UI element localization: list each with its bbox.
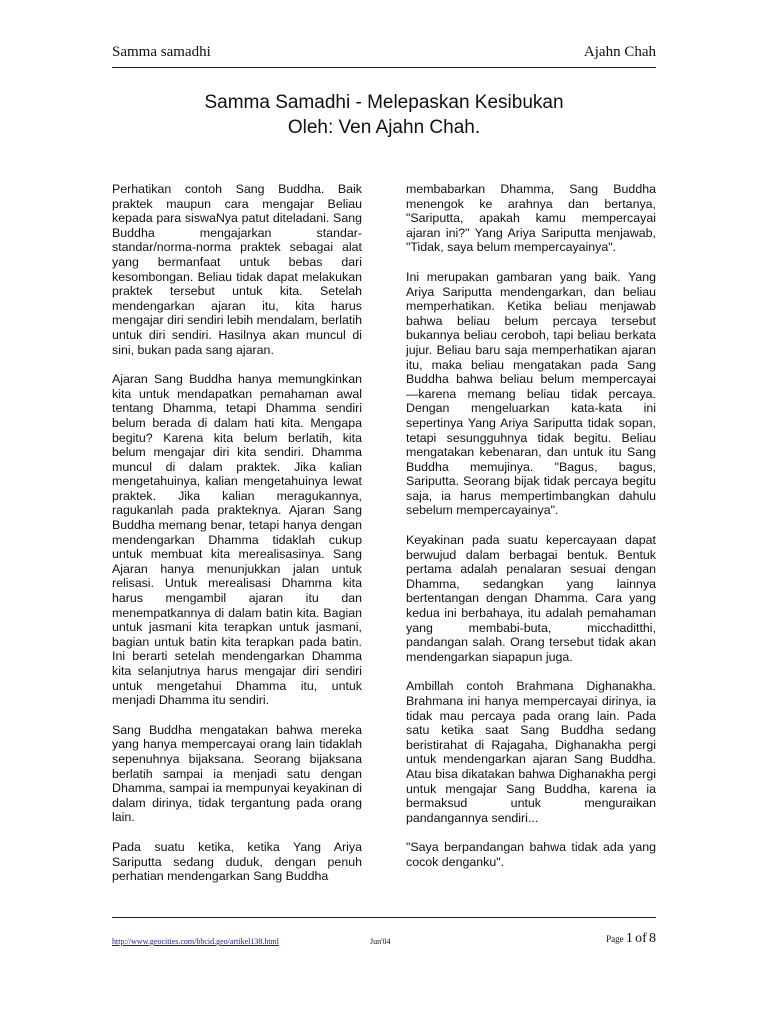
body-column-left bbox=[112, 182, 362, 899]
paragraph: Sang Buddha mengatakan bahwa mereka yang hanya mempercayai orang lain tidaklah sepenuhnya bijaksana. Seorang bijaksana berlatih sampai ia menjadi satu dengan Dhamma, sampai ia mempunyai keyakinan di dalam dirinya, tidak tergantung pada orang lain. bbox=[112, 722, 362, 825]
footer-divider bbox=[112, 917, 656, 918]
footer-date: Jun'04 bbox=[370, 937, 391, 946]
paragraph: Pada suatu ketika, ketika Yang Ariya Sariputta sedang duduk, dengan penuh perhatian mendengarkan Sang Buddha bbox=[112, 839, 362, 884]
paragraph: membabarkan Dhamma, Sang Buddha menengok ke arahnya dan bertanya, "Sariputta, apakah kamu mempercayai ajaran ini?" Yang Ariya Sariputta menjawab, "Tidak, saya belum mempercayainya". bbox=[406, 182, 656, 255]
paragraph: Perhatikan contoh Sang Buddha. Baik praktek maupun cara mengajar Beliau kepada para siswaNya patut diteladani. Sang Buddha mengajarkan standar-standar/norma-norma praktek sebagai alat yang bermanfaat untuk bebas dari kesombongan. Beliau tidak dapat melakukan praktek tersebut untuk kita. Setelah mendengarkan ajaran itu, kita harus mengajar diri sendiri lebih mendalam, berlatih untuk diri sendiri. Hasilnya akan muncul di sini, bukan pada sang ajaran. bbox=[112, 182, 363, 357]
paragraph: Ajaran Sang Buddha hanya memungkinkan kita untuk mendapatkan pemahaman awal tentang Dhamma, tetapi Dhamma sendiri belum berada di dalam hati kita. Mengapa begitu? Karena kita belum berlatih, kita belum mengajar diri kita sendiri. Dhamma muncul di dalam praktek. Jika kalian mengetahuinya, kalian mengetahuinya lewat praktek. Jika kalian meragukannya, ragukanlah pada prakteknya. Ajaran Sang Buddha memang benar, tetapi hanya dengan mendengarkan Dhamma tidaklah cukup untuk membuat kita merealisasinya. Sang Ajaran hanya menunjukkan jalan untuk relisasi. Untuk merealisasi Dhamma kita harus mengambil ajaran itu dan menempatkannya di dalam batin kita. Bagian untuk jasmani kita terapkan untuk jasmani, bagian untuk batin kita terapkan pada batin. Ini berarti setelah mendengarkan Dhamma kita selanjutnya harus mengajar diri sendiri untuk mengetahui Dhamma itu, untuk menjadi Dhamma itu sendiri. bbox=[112, 372, 362, 708]
body-column-right bbox=[406, 182, 656, 885]
header-document-title: Samma samadhi bbox=[112, 44, 211, 60]
header-author: Ajahn Chah bbox=[583, 44, 656, 60]
page-total: 8 bbox=[649, 931, 656, 946]
page-current: 1 bbox=[625, 931, 633, 946]
footer-page-number bbox=[606, 931, 656, 947]
footer-source-link[interactable]: http://www.geocities.com/bbcid.geo/artikel138.html bbox=[112, 937, 280, 946]
page-of: of bbox=[635, 931, 647, 946]
paragraph: Ini merupakan gambaran yang baik. Yang Ariya Sariputta mendengarkan, dan beliau memperhatikan. Ketika beliau menjawab bahwa beliau belum percaya tersebut bukannya beliau ceroboh, tapi beliau berkata jujur. Beliau baru saja memperhatikan ajaran itu, maka beliau mengatakan pada Sang Buddha bahwa beliau belum mempercayai —karena memang beliau tidak percaya. Dengan mengeluarkan kata-kata ini sepertinya Yang Ariya Sariputta tidak sopan, tetapi sesungguhnya tidak begitu. Beliau mengatakan kebenaran, dan untuk itu Sang Buddha memujinya. "Bagus, bagus, Sariputta. Seorang bijak tidak percaya begitu saja, ia harus mempertimbangkan dahulu sebelum mempercayainya". bbox=[406, 269, 656, 518]
paragraph: "Saya berpandangan bahwa tidak ada yang cocok denganku". bbox=[406, 840, 656, 869]
paragraph: Keyakinan pada suatu kepercayaan dapat berwujud dalam berbagai bentuk. Bentuk pertama adalah penalaran sesuai dengan Dhamma, sedangkan yang lainnya bertentangan dengan Dhamma. Cara yang kedua ini berbahaya, itu adalah pemahaman yang membabi-buta, micchaditthi, pandangan salah. Orang tersebut tidak akan mendengarkan siapapun juga. bbox=[406, 533, 656, 664]
page-label: Page bbox=[606, 934, 624, 944]
article-title-line1: Samma Samadhi - Melepaskan Kesibukan bbox=[204, 92, 564, 113]
article-title-line2: Oleh: Ven Ajahn Chah. bbox=[287, 117, 481, 138]
header-divider bbox=[112, 67, 656, 68]
paragraph: Ambillah contoh Brahmana Dighanakha. Brahmana ini hanya mempercayai dirinya, ia tidak mau percaya pada orang lain. Pada satu ketika saat Sang Buddha sedang beristirahat di Rajagaha, Dighanakha pergi untuk mendengarkan ajaran Sang Buddha. Atau bisa dikatakan bahwa Dighanakha pergi untuk mengajar Sang Buddha, karena ia bermaksud untuk menguraikan pandangannya sendiri... bbox=[406, 679, 656, 825]
article-title bbox=[112, 90, 656, 140]
